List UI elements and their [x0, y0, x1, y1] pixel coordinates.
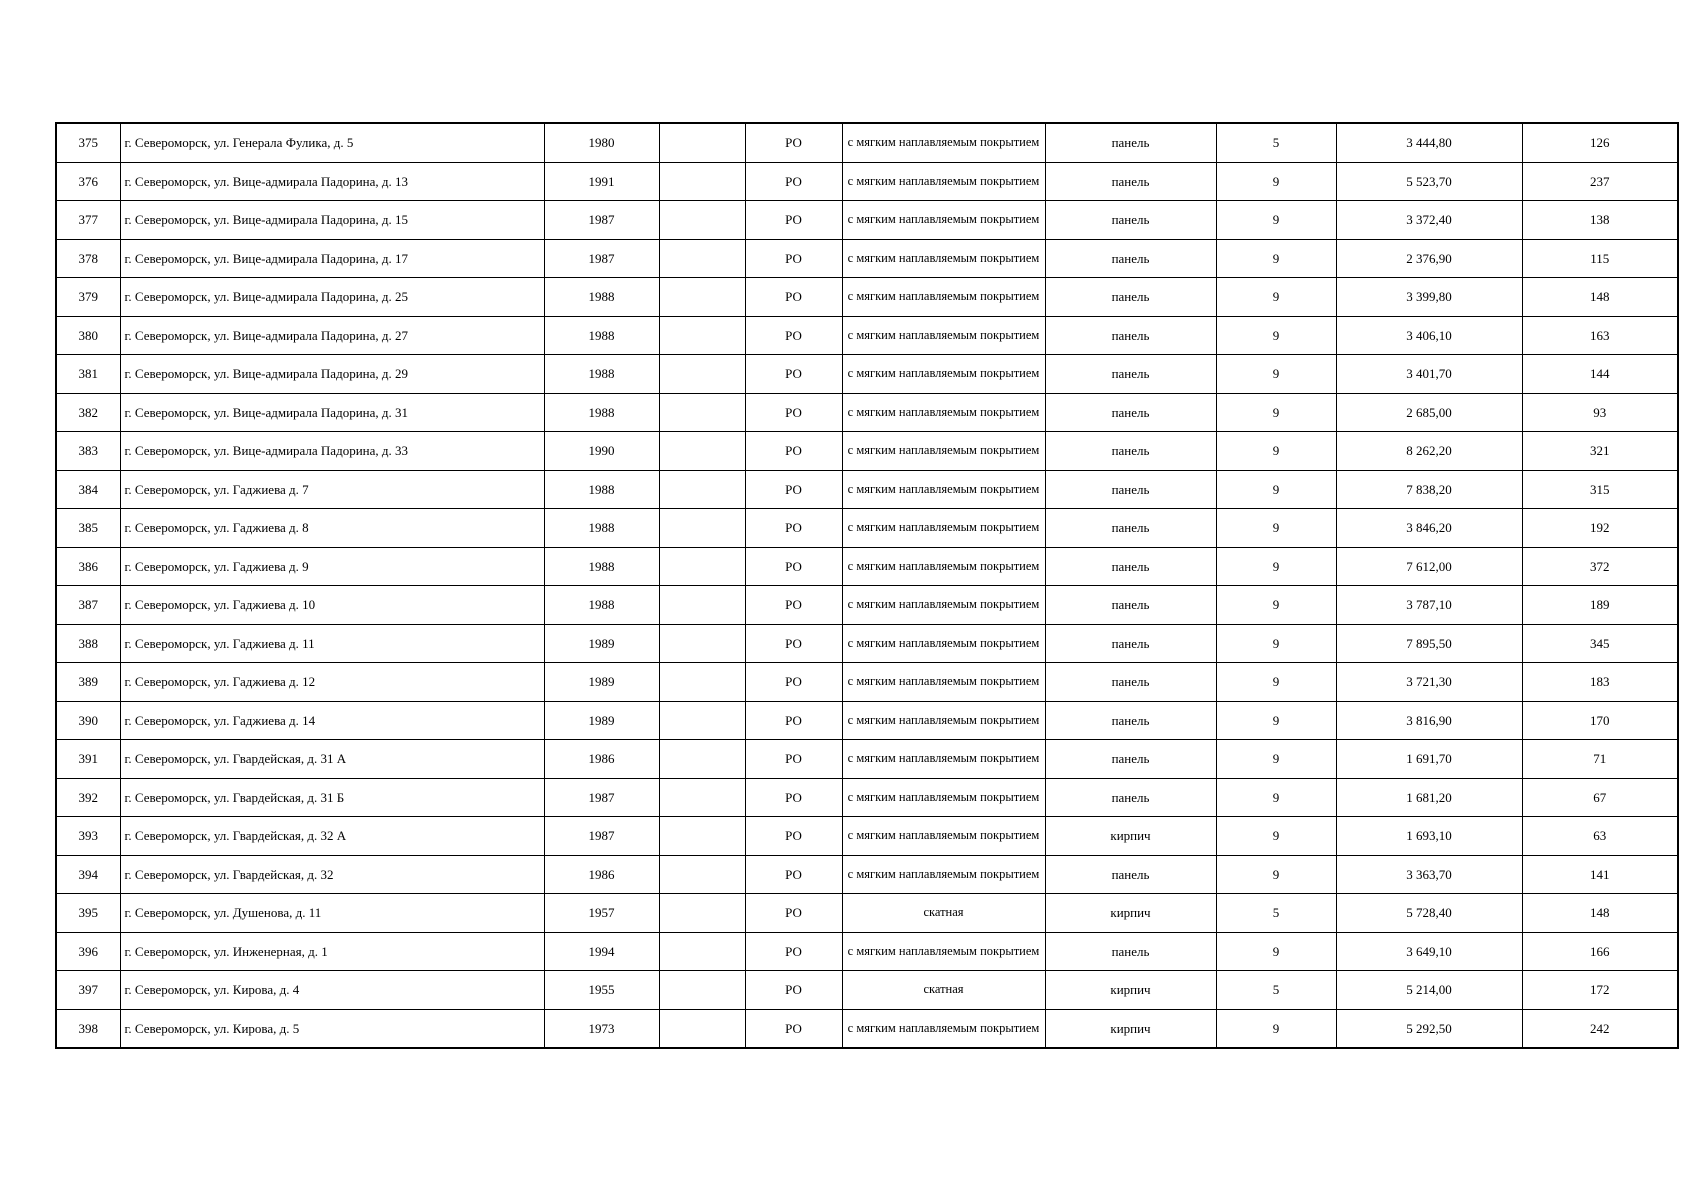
empty-cell — [659, 509, 745, 548]
row-number-cell: 383 — [56, 432, 120, 471]
roof-type-cell: с мягким наплавляемым покрытием — [842, 778, 1045, 817]
count-cell: 183 — [1522, 663, 1678, 702]
wall-material-cell: кирпич — [1045, 817, 1216, 856]
floors-cell: 9 — [1216, 432, 1336, 471]
row-number-cell: 391 — [56, 740, 120, 779]
area-cell: 5 728,40 — [1336, 894, 1522, 933]
area-cell: 5 214,00 — [1336, 971, 1522, 1010]
floors-cell: 9 — [1216, 239, 1336, 278]
area-cell: 7 838,20 — [1336, 470, 1522, 509]
area-cell: 3 649,10 — [1336, 932, 1522, 971]
wall-material-cell: панель — [1045, 432, 1216, 471]
year-cell: 1986 — [544, 855, 659, 894]
wall-material-cell: панель — [1045, 162, 1216, 201]
row-number-cell: 378 — [56, 239, 120, 278]
wall-material-cell: кирпич — [1045, 1009, 1216, 1048]
floors-cell: 9 — [1216, 701, 1336, 740]
roof-type-cell: с мягким наплавляемым покрытием — [842, 547, 1045, 586]
year-cell: 1957 — [544, 894, 659, 933]
wall-material-cell: панель — [1045, 278, 1216, 317]
floors-cell: 9 — [1216, 624, 1336, 663]
count-cell: 67 — [1522, 778, 1678, 817]
table-row — [56, 932, 1678, 971]
roof-type-cell: с мягким наплавляемым покрытием — [842, 278, 1045, 317]
year-cell: 1987 — [544, 817, 659, 856]
wall-material-cell: панель — [1045, 316, 1216, 355]
empty-cell — [659, 855, 745, 894]
wall-material-cell: панель — [1045, 123, 1216, 162]
year-cell: 1988 — [544, 509, 659, 548]
wall-material-cell: кирпич — [1045, 971, 1216, 1010]
address-cell: г. Североморск, ул. Гвардейская, д. 32 А — [120, 817, 544, 856]
floors-cell: 9 — [1216, 355, 1336, 394]
ro-cell: РО — [745, 1009, 842, 1048]
table-row — [56, 817, 1678, 856]
empty-cell — [659, 817, 745, 856]
year-cell: 1988 — [544, 586, 659, 625]
ro-cell: РО — [745, 239, 842, 278]
wall-material-cell: панель — [1045, 470, 1216, 509]
ro-cell: РО — [745, 123, 842, 162]
address-cell: г. Североморск, ул. Гаджиева д. 9 — [120, 547, 544, 586]
empty-cell — [659, 701, 745, 740]
table-row — [56, 894, 1678, 933]
empty-cell — [659, 624, 745, 663]
row-number-cell: 376 — [56, 162, 120, 201]
address-cell: г. Североморск, ул. Вице-адмирала Падорина, д. 29 — [120, 355, 544, 394]
ro-cell: РО — [745, 740, 842, 779]
table-row — [56, 547, 1678, 586]
table-row — [56, 663, 1678, 702]
address-cell: г. Североморск, ул. Кирова, д. 4 — [120, 971, 544, 1010]
table-row — [56, 123, 1678, 162]
row-number-cell: 387 — [56, 586, 120, 625]
roof-type-cell: с мягким наплавляемым покрытием — [842, 624, 1045, 663]
area-cell: 3 444,80 — [1336, 123, 1522, 162]
empty-cell — [659, 239, 745, 278]
table-row — [56, 355, 1678, 394]
year-cell: 1955 — [544, 971, 659, 1010]
address-cell: г. Североморск, ул. Гаджиева д. 14 — [120, 701, 544, 740]
roof-type-cell: с мягким наплавляемым покрытием — [842, 316, 1045, 355]
count-cell: 63 — [1522, 817, 1678, 856]
row-number-cell: 377 — [56, 201, 120, 240]
floors-cell: 9 — [1216, 547, 1336, 586]
count-cell: 372 — [1522, 547, 1678, 586]
count-cell: 163 — [1522, 316, 1678, 355]
empty-cell — [659, 432, 745, 471]
table-row — [56, 162, 1678, 201]
count-cell: 237 — [1522, 162, 1678, 201]
empty-cell — [659, 971, 745, 1010]
row-number-cell: 389 — [56, 663, 120, 702]
count-cell: 141 — [1522, 855, 1678, 894]
empty-cell — [659, 932, 745, 971]
ro-cell: РО — [745, 586, 842, 625]
floors-cell: 5 — [1216, 894, 1336, 933]
year-cell: 1988 — [544, 547, 659, 586]
table-row — [56, 316, 1678, 355]
ro-cell: РО — [745, 316, 842, 355]
roof-type-cell: с мягким наплавляемым покрытием — [842, 123, 1045, 162]
area-cell: 3 401,70 — [1336, 355, 1522, 394]
empty-cell — [659, 162, 745, 201]
address-cell: г. Североморск, ул. Вице-адмирала Падорина, д. 15 — [120, 201, 544, 240]
address-cell: г. Североморск, ул. Кирова, д. 5 — [120, 1009, 544, 1048]
ro-cell: РО — [745, 778, 842, 817]
address-cell: г. Североморск, ул. Гвардейская, д. 31 А — [120, 740, 544, 779]
wall-material-cell: панель — [1045, 932, 1216, 971]
roof-type-cell: с мягким наплавляемым покрытием — [842, 586, 1045, 625]
ro-cell: РО — [745, 470, 842, 509]
empty-cell — [659, 894, 745, 933]
table-row — [56, 624, 1678, 663]
row-number-cell: 388 — [56, 624, 120, 663]
wall-material-cell: панель — [1045, 778, 1216, 817]
roof-type-cell: с мягким наплавляемым покрытием — [842, 470, 1045, 509]
count-cell: 144 — [1522, 355, 1678, 394]
floors-cell: 9 — [1216, 278, 1336, 317]
address-cell: г. Североморск, ул. Гвардейская, д. 32 — [120, 855, 544, 894]
empty-cell — [659, 778, 745, 817]
count-cell: 126 — [1522, 123, 1678, 162]
year-cell: 1989 — [544, 624, 659, 663]
year-cell: 1988 — [544, 278, 659, 317]
area-cell: 7 895,50 — [1336, 624, 1522, 663]
floors-cell: 5 — [1216, 971, 1336, 1010]
count-cell: 148 — [1522, 278, 1678, 317]
floors-cell: 9 — [1216, 470, 1336, 509]
wall-material-cell: панель — [1045, 663, 1216, 702]
ro-cell: РО — [745, 393, 842, 432]
table-body — [56, 123, 1678, 1048]
floors-cell: 9 — [1216, 586, 1336, 625]
wall-material-cell: панель — [1045, 201, 1216, 240]
empty-cell — [659, 123, 745, 162]
address-cell: г. Североморск, ул. Вице-адмирала Падорина, д. 25 — [120, 278, 544, 317]
year-cell: 1980 — [544, 123, 659, 162]
ro-cell: РО — [745, 894, 842, 933]
row-number-cell: 394 — [56, 855, 120, 894]
row-number-cell: 397 — [56, 971, 120, 1010]
year-cell: 1990 — [544, 432, 659, 471]
floors-cell: 9 — [1216, 1009, 1336, 1048]
year-cell: 1973 — [544, 1009, 659, 1048]
empty-cell — [659, 740, 745, 779]
floors-cell: 9 — [1216, 201, 1336, 240]
table-row — [56, 239, 1678, 278]
count-cell: 138 — [1522, 201, 1678, 240]
year-cell: 1988 — [544, 470, 659, 509]
year-cell: 1991 — [544, 162, 659, 201]
address-cell: г. Североморск, ул. Гаджиева д. 12 — [120, 663, 544, 702]
roof-type-cell: с мягким наплавляемым покрытием — [842, 1009, 1045, 1048]
roof-type-cell: с мягким наплавляемым покрытием — [842, 509, 1045, 548]
area-cell: 3 399,80 — [1336, 278, 1522, 317]
ro-cell: РО — [745, 971, 842, 1010]
count-cell: 242 — [1522, 1009, 1678, 1048]
roof-type-cell: с мягким наплавляемым покрытием — [842, 817, 1045, 856]
address-cell: г. Североморск, ул. Вице-адмирала Падорина, д. 17 — [120, 239, 544, 278]
table-row — [56, 201, 1678, 240]
roof-type-cell: с мягким наплавляемым покрытием — [842, 663, 1045, 702]
wall-material-cell: панель — [1045, 740, 1216, 779]
roof-type-cell: с мягким наплавляемым покрытием — [842, 201, 1045, 240]
count-cell: 172 — [1522, 971, 1678, 1010]
table-row — [56, 586, 1678, 625]
wall-material-cell: панель — [1045, 701, 1216, 740]
address-cell: г. Североморск, ул. Инженерная, д. 1 — [120, 932, 544, 971]
area-cell: 8 262,20 — [1336, 432, 1522, 471]
table-row — [56, 470, 1678, 509]
area-cell: 1 693,10 — [1336, 817, 1522, 856]
row-number-cell: 398 — [56, 1009, 120, 1048]
empty-cell — [659, 393, 745, 432]
area-cell: 7 612,00 — [1336, 547, 1522, 586]
floors-cell: 9 — [1216, 316, 1336, 355]
year-cell: 1987 — [544, 778, 659, 817]
roof-type-cell: с мягким наплавляемым покрытием — [842, 239, 1045, 278]
ro-cell: РО — [745, 701, 842, 740]
housing-registry-table — [55, 122, 1679, 1049]
wall-material-cell: панель — [1045, 509, 1216, 548]
area-cell: 5 292,50 — [1336, 1009, 1522, 1048]
area-cell: 3 363,70 — [1336, 855, 1522, 894]
table-row — [56, 432, 1678, 471]
ro-cell: РО — [745, 547, 842, 586]
ro-cell: РО — [745, 432, 842, 471]
address-cell: г. Североморск, ул. Генерала Фулика, д. 5 — [120, 123, 544, 162]
year-cell: 1987 — [544, 201, 659, 240]
count-cell: 71 — [1522, 740, 1678, 779]
empty-cell — [659, 1009, 745, 1048]
ro-cell: РО — [745, 509, 842, 548]
count-cell: 189 — [1522, 586, 1678, 625]
year-cell: 1988 — [544, 355, 659, 394]
address-cell: г. Североморск, ул. Душенова, д. 11 — [120, 894, 544, 933]
empty-cell — [659, 547, 745, 586]
roof-type-cell: с мягким наплавляемым покрытием — [842, 393, 1045, 432]
ro-cell: РО — [745, 201, 842, 240]
roof-type-cell: с мягким наплавляемым покрытием — [842, 355, 1045, 394]
empty-cell — [659, 470, 745, 509]
wall-material-cell: панель — [1045, 239, 1216, 278]
count-cell: 93 — [1522, 393, 1678, 432]
ro-cell: РО — [745, 663, 842, 702]
floors-cell: 9 — [1216, 932, 1336, 971]
wall-material-cell: панель — [1045, 547, 1216, 586]
roof-type-cell: с мягким наплавляемым покрытием — [842, 162, 1045, 201]
ro-cell: РО — [745, 162, 842, 201]
floors-cell: 9 — [1216, 740, 1336, 779]
wall-material-cell: панель — [1045, 393, 1216, 432]
row-number-cell: 390 — [56, 701, 120, 740]
empty-cell — [659, 663, 745, 702]
roof-type-cell: с мягким наплавляемым покрытием — [842, 932, 1045, 971]
area-cell: 3 787,10 — [1336, 586, 1522, 625]
row-number-cell: 386 — [56, 547, 120, 586]
area-cell: 1 681,20 — [1336, 778, 1522, 817]
row-number-cell: 382 — [56, 393, 120, 432]
table-row — [56, 701, 1678, 740]
area-cell: 3 846,20 — [1336, 509, 1522, 548]
wall-material-cell: панель — [1045, 624, 1216, 663]
address-cell: г. Североморск, ул. Вице-адмирала Падорина, д. 31 — [120, 393, 544, 432]
empty-cell — [659, 355, 745, 394]
roof-type-cell: скатная — [842, 971, 1045, 1010]
row-number-cell: 392 — [56, 778, 120, 817]
area-cell: 3 816,90 — [1336, 701, 1522, 740]
area-cell: 2 685,00 — [1336, 393, 1522, 432]
row-number-cell: 379 — [56, 278, 120, 317]
count-cell: 115 — [1522, 239, 1678, 278]
table-row — [56, 278, 1678, 317]
ro-cell: РО — [745, 355, 842, 394]
address-cell: г. Североморск, ул. Гаджиева д. 10 — [120, 586, 544, 625]
count-cell: 345 — [1522, 624, 1678, 663]
ro-cell: РО — [745, 624, 842, 663]
table-row — [56, 740, 1678, 779]
row-number-cell: 381 — [56, 355, 120, 394]
floors-cell: 9 — [1216, 855, 1336, 894]
table-row — [56, 855, 1678, 894]
address-cell: г. Североморск, ул. Вице-адмирала Падорина, д. 13 — [120, 162, 544, 201]
area-cell: 3 372,40 — [1336, 201, 1522, 240]
address-cell: г. Североморск, ул. Вице-адмирала Падорина, д. 33 — [120, 432, 544, 471]
year-cell: 1986 — [544, 740, 659, 779]
wall-material-cell: панель — [1045, 855, 1216, 894]
table-row — [56, 1009, 1678, 1048]
ro-cell: РО — [745, 278, 842, 317]
row-number-cell: 385 — [56, 509, 120, 548]
floors-cell: 9 — [1216, 509, 1336, 548]
table-row — [56, 971, 1678, 1010]
count-cell: 148 — [1522, 894, 1678, 933]
area-cell: 5 523,70 — [1336, 162, 1522, 201]
empty-cell — [659, 586, 745, 625]
year-cell: 1994 — [544, 932, 659, 971]
count-cell: 315 — [1522, 470, 1678, 509]
year-cell: 1989 — [544, 663, 659, 702]
area-cell: 2 376,90 — [1336, 239, 1522, 278]
row-number-cell: 395 — [56, 894, 120, 933]
row-number-cell: 380 — [56, 316, 120, 355]
count-cell: 170 — [1522, 701, 1678, 740]
wall-material-cell: панель — [1045, 586, 1216, 625]
table-row — [56, 509, 1678, 548]
area-cell: 1 691,70 — [1336, 740, 1522, 779]
floors-cell: 9 — [1216, 663, 1336, 702]
roof-type-cell: с мягким наплавляемым покрытием — [842, 701, 1045, 740]
floors-cell: 5 — [1216, 123, 1336, 162]
row-number-cell: 384 — [56, 470, 120, 509]
area-cell: 3 406,10 — [1336, 316, 1522, 355]
address-cell: г. Североморск, ул. Гаджиева д. 8 — [120, 509, 544, 548]
empty-cell — [659, 201, 745, 240]
address-cell: г. Североморск, ул. Гвардейская, д. 31 Б — [120, 778, 544, 817]
row-number-cell: 393 — [56, 817, 120, 856]
row-number-cell: 396 — [56, 932, 120, 971]
ro-cell: РО — [745, 932, 842, 971]
year-cell: 1987 — [544, 239, 659, 278]
address-cell: г. Североморск, ул. Гаджиева д. 11 — [120, 624, 544, 663]
area-cell: 3 721,30 — [1336, 663, 1522, 702]
ro-cell: РО — [745, 817, 842, 856]
count-cell: 321 — [1522, 432, 1678, 471]
roof-type-cell: с мягким наплавляемым покрытием — [842, 740, 1045, 779]
count-cell: 166 — [1522, 932, 1678, 971]
floors-cell: 9 — [1216, 817, 1336, 856]
address-cell: г. Североморск, ул. Гаджиева д. 7 — [120, 470, 544, 509]
floors-cell: 9 — [1216, 162, 1336, 201]
ro-cell: РО — [745, 855, 842, 894]
year-cell: 1989 — [544, 701, 659, 740]
wall-material-cell: кирпич — [1045, 894, 1216, 933]
address-cell: г. Североморск, ул. Вице-адмирала Падорина, д. 27 — [120, 316, 544, 355]
empty-cell — [659, 316, 745, 355]
count-cell: 192 — [1522, 509, 1678, 548]
table-row — [56, 393, 1678, 432]
roof-type-cell: скатная — [842, 894, 1045, 933]
wall-material-cell: панель — [1045, 355, 1216, 394]
floors-cell: 9 — [1216, 778, 1336, 817]
row-number-cell: 375 — [56, 123, 120, 162]
table-row — [56, 778, 1678, 817]
floors-cell: 9 — [1216, 393, 1336, 432]
empty-cell — [659, 278, 745, 317]
year-cell: 1988 — [544, 393, 659, 432]
roof-type-cell: с мягким наплавляемым покрытием — [842, 855, 1045, 894]
roof-type-cell: с мягким наплавляемым покрытием — [842, 432, 1045, 471]
year-cell: 1988 — [544, 316, 659, 355]
